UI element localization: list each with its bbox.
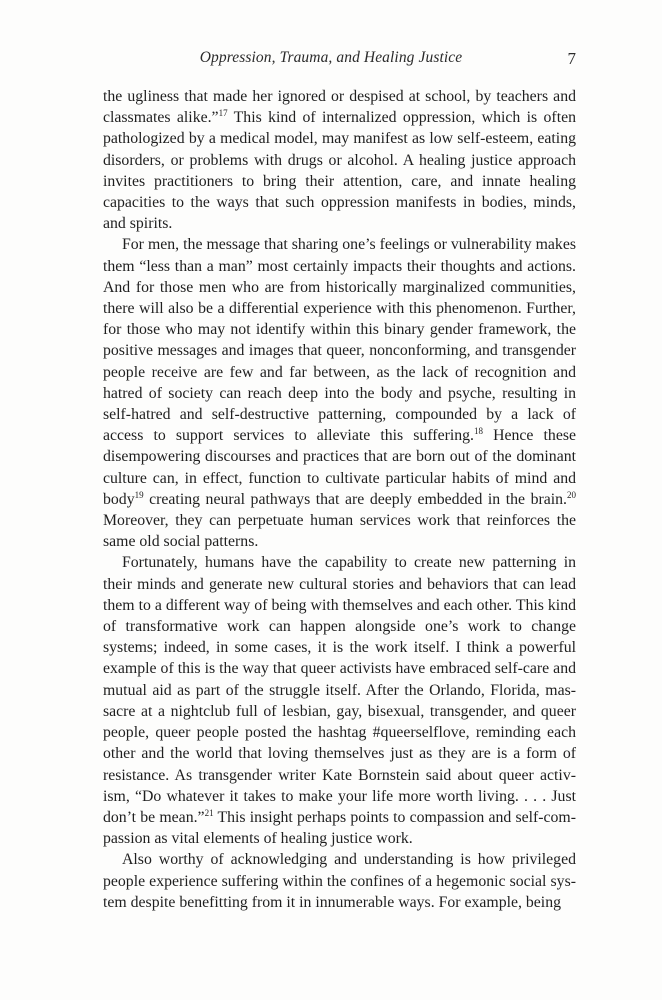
paragraph-3 [103,552,576,849]
footnote-marker: 21 [204,807,214,818]
footnote-marker: 19 [134,489,144,500]
paragraph-text: creating neural pathways that are deeply embedded in the brain. [143,490,567,508]
paragraph-2 [103,234,576,552]
footnote-marker: 17 [218,108,228,119]
page-number: 7 [567,49,576,68]
paragraph-4 [103,849,576,913]
paragraph-text: For men, the message that sharing one’s feelings or vulnerability makes them “less than a man” most certainly impacts their thoughts and actions. And for those men who are from historically marginalized communities, there will also be a differential experience with this phenomenon. Further, for those who may not identify within this binary gender framework, the positive messages and images that queer, nonconforming, and transgender people receive are few and far between, as the lack of recognition and hatred of society can reach deep into the body and psyche, resulting in self-hatred and self-destructive patterning, compounded by a lack of access to support services to alleviate this suffering. [103,236,576,445]
paragraph-text: Also worthy of acknowledging and understanding is how privileged people experience suffering within the confines of a hegemonic social system despite benefitting from it in innumerable ways. For example, being [103,851,576,911]
paragraph-1 [103,86,576,234]
paragraph-text: the ugliness that made her ignored or despised at school, by teachers and classmates alike.” [103,88,576,127]
paragraph-text: Moreover, they can perpetuate human services work that reinforces the same old social patterns. [103,512,576,551]
paragraph-text: Fortunately, humans have the capability to create new patterning in their minds and generate new cultural stories and behaviors that can lead them to a different way of being with themselves and each other. This kind of transformative work can happen alongside one’s work to change systems; indeed, in some cases, it is the work itself. I think a powerful example of this is the way that queer activists have embraced self-care and mutual aid as part of the struggle itself. After the Orlando, Florida, massacre at a nightclub full of lesbian, gay, bisexual, transgender, and queer people, queer people posted the hashtag #queerselflove, reminding each other and the world that loving themselves just as they are is a form of resistance. As transgender writer Kate Bornstein said about queer activism, “Do whatever it takes to make your life more worth living. . . . Just don’t be mean.” [103,554,576,826]
footnote-marker: 20 [567,489,576,500]
footnote-marker: 18 [473,426,483,437]
paragraph-text: This kind of internalized oppression, which is often pathologized by a medical model, may manifest as low self-esteem, eating disorders, or problems with drugs or alcohol. A healing justice approach invites practitioners to bring their attention, care, and innate healing capacities to the ways that such oppression manifests in bodies, minds, and spirits. [103,109,576,233]
paragraph-text: Hence these disempowering discourses and practices that are born out of the dominant culture can, in effect, function to cultivate particular habits of mind and body [103,427,577,508]
running-title: Oppression, Trauma, and Healing Justice [199,49,463,66]
body-text [103,86,576,913]
paragraph-text: This insight perhaps points to compassion and self-compassion as vital elements of healing justice work. [103,808,576,848]
running-head [0,49,662,73]
